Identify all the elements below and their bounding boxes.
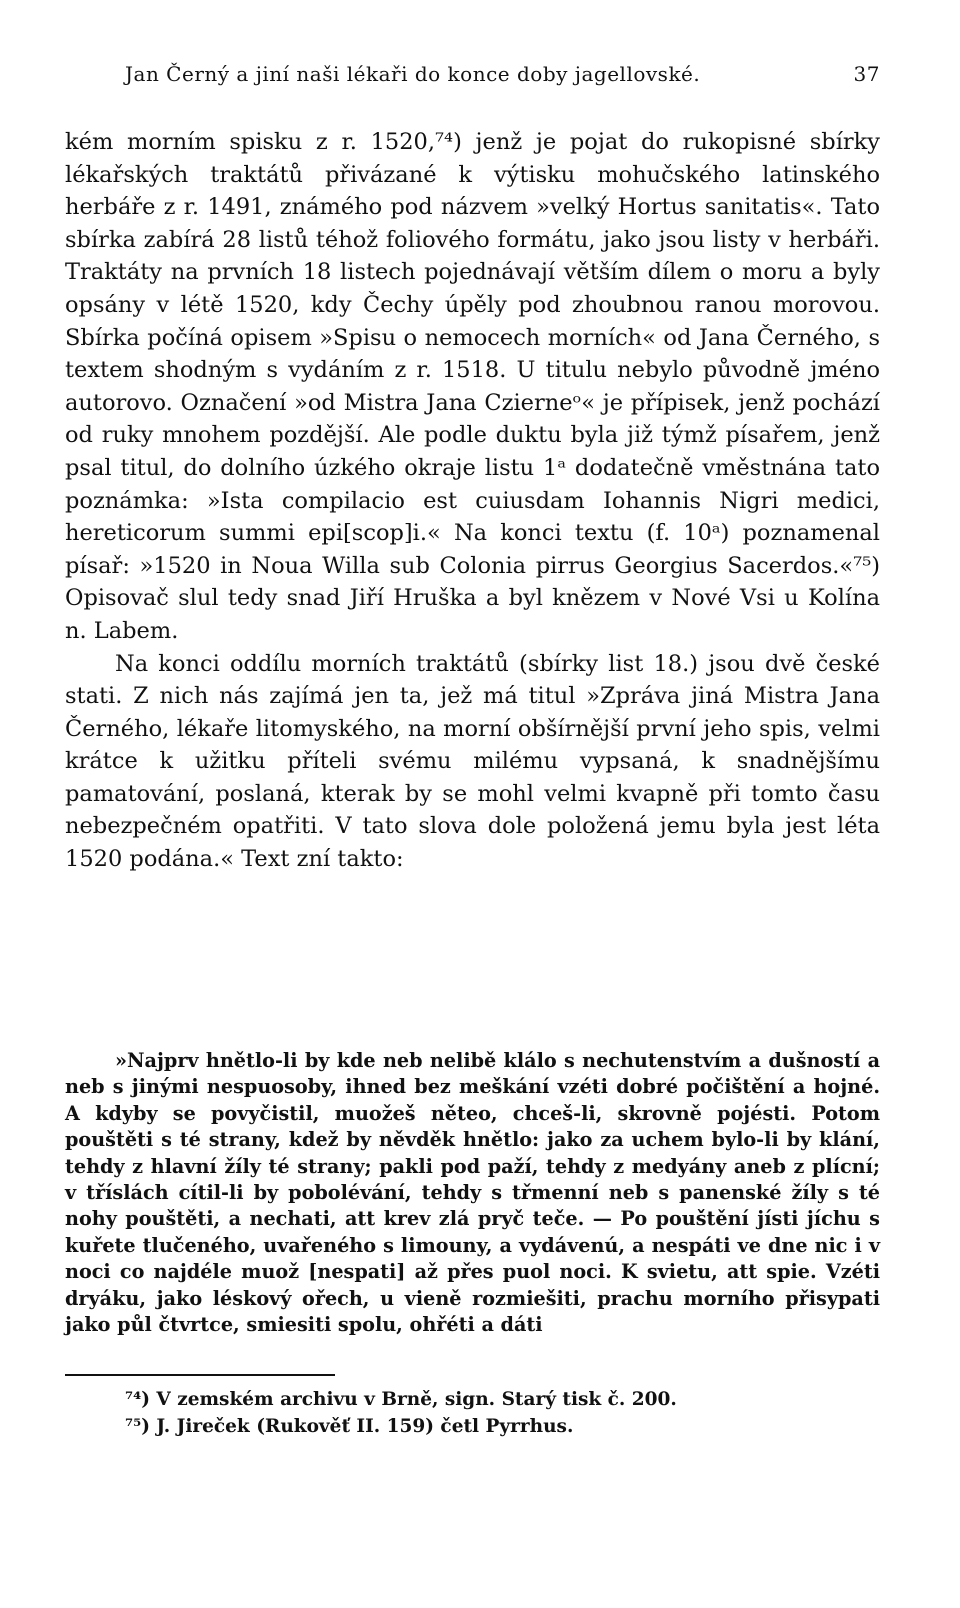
footnotes [125, 1386, 880, 1440]
quoted-text [65, 1048, 880, 1338]
paragraph-2: Na konci oddílu morních traktátů (sbírky list 18.) jsou dvě české stati. Z nich nás zajímá jen ta, jež má titul »Zpráva jiná Mistra Jana Černého, lékaře litomyského, na morní obšírnější první jeho spis, velmi krátce k užitku příteli svému milému vypsaná, k snadnějšímu pamatování, poslaná, kterak by se mohl velmi kvapně při tomto času nebezpečném opatřiti. V tato slova dole položená jemu byla jest léta 1520 podána.« Text zní takto: [65, 650, 880, 873]
main-text [65, 126, 880, 876]
paragraph-1: kém morním spisku z r. 1520,⁷⁴) jenž je pojat do rukopisné sbírky lékařských traktátů přivázané k výtisku mohučského latinského herbáře z r. 1491, známého pod názvem »velký Hortus sanitatis«. Tato sbírka zabírá 28 listů téhož foliového formátu, jako jsou listy v herbáři. Traktáty na prvních 18 listech pojednávají větším dílem o moru a byly opsány v létě 1520, kdy Čechy úpěly pod zhoubnou ranou morovou. Sbírka počíná opisem »Spisu o nemocech morních« od Jana Černého, s textem shodným s vydáním z r. 1518. U titulu nebylo původně jméno autorovo. Označení »od Mistra Jana Czierneᵒ« je přípisek, jenž pochází od ruky mnohem pozdější. Ale podle duktu byla již týmž písařem, jenž psal titul, do dolního úzkého okraje listu 1ᵃ dodatečně vměstnána tato poznámka: »Ista compilacio est cuiusdam Iohannis Nigri medici, hereticorum summi epi[scop]i.« Na konci textu (f. 10ᵃ) poznamenal písař: »1520 in Noua Willa sub Colonia pirrus Georgius Sacerdos.«⁷⁵) Opisovač slul tedy snad Jiří Hruška a byl knězem v Nové Vsi u Kolína n. Labem. [65, 129, 880, 644]
footnote-divider [65, 1374, 335, 1376]
page-number: 37 [853, 62, 880, 86]
running-header [125, 62, 880, 86]
footnote-75: ⁷⁵) J. Jireček (Rukověť II. 159) četl Pyrrhus. [125, 1416, 574, 1437]
footnote-74: ⁷⁴) V zemském archivu v Brně, sign. Starý tisk č. 200. [125, 1389, 677, 1410]
running-title: Jan Černý a jiní naši lékaři do konce doby jagellovské. [125, 62, 701, 86]
quote-paragraph: »Najprv hnětlo-li by kde neb nelibě klálo s nechutenstvím a dušností a neb s jinými nespuosoby, ihned bez meškání vzéti dobré počištění a hojné. A kdyby se povyčistil, muožeš něteo, chceš-li, skrovně pojésti. Potom pouštěti s té strany, kdež by něvděk hnětlo: jako za uchem bylo-li by klání, tehdy z hlavní žíly té strany; pakli pod paží, tehdy z medyány aneb z plícní; v tříslách cítil-li by pobolévání, tehdy s třmenní neb s panenské žíly s té nohy pouštěti, a nechati, att krev zlá pryč teče. — Po pouštění jísti jíchu s kuřete tlučeného, uvařeného s limouny, a vydávenú, a nespáti ve dne nic i v noci co najdéle muož [nespati] až přes puol noci. K svietu, att spie. Vzéti dryáku, jako léskový ořech, u vieně rozmiešiti, prachu morního přisypati jako půl čtvrtce, smiesiti spolu, ohřéti a dáti [65, 1049, 880, 1337]
